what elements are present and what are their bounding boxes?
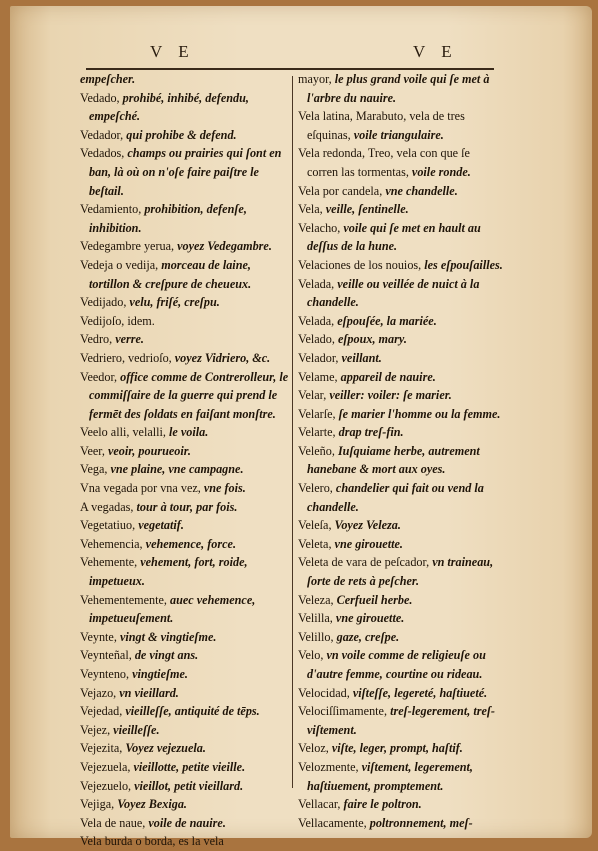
headword: Vedamiento, (80, 202, 145, 217)
gloss: auec vehemence, impetueuſement. (89, 592, 256, 626)
headword: Vedijado, (80, 295, 130, 310)
dictionary-entry (80, 646, 290, 665)
headword: Veelo alli, velalli, (80, 425, 170, 440)
dictionary-entry (298, 256, 503, 275)
headword: Velocidad, (298, 685, 353, 700)
dictionary-entry (298, 553, 503, 590)
dictionary-entry (80, 684, 290, 703)
headword: Velada, (298, 313, 338, 328)
headword: Vehemencia, (80, 536, 146, 551)
gloss: vieilleſſe. (113, 722, 160, 737)
gloss: vne girouette. (335, 611, 405, 626)
gloss: voile triangulaire. (353, 127, 444, 142)
headword: Vehemente, (80, 555, 141, 570)
dictionary-entry (80, 330, 290, 349)
gloss: chandelier qui fait ou vend la chandelle. (307, 481, 484, 514)
headword: Vellacamente, (298, 815, 370, 830)
headword: Vedado, (80, 90, 123, 105)
gloss: vne girouette. (334, 536, 403, 551)
dictionary-entry (80, 89, 290, 126)
headword: Veer, (80, 443, 108, 458)
headword: Vela burda o borda, es la vela (80, 834, 224, 849)
gloss: poltronnement, meſ- (369, 815, 473, 830)
right-column (298, 70, 503, 832)
gloss: eſpouſée, la mariée. (337, 313, 437, 328)
gloss: Voyez Veleza. (334, 518, 401, 533)
dictionary-entry (298, 758, 503, 795)
gloss: vn traineau, ſorte de rets à peſcher. (307, 555, 494, 589)
dictionary-entry (80, 739, 290, 758)
dictionary-entry (298, 200, 503, 219)
headword: Velada, (298, 276, 338, 291)
gloss: vegetatif. (138, 518, 184, 533)
gloss: vingtieſme. (132, 667, 188, 681)
gloss: vn voile comme de religieuſe ou d'autre femme, courtine ou rideau. (307, 648, 486, 681)
headword: Vedeja o vedija, (80, 257, 162, 272)
gloss: prohibition, defenſe, inhibition. (89, 202, 247, 235)
dictionary-entry (298, 423, 503, 442)
headword: Veleño, (298, 443, 338, 458)
gloss: veiller: voiler: ſe marier. (329, 388, 452, 403)
dictionary-entry (298, 330, 503, 349)
dictionary-entry (298, 739, 503, 758)
dictionary-entry (298, 814, 503, 833)
gloss: vne plaine, vne campagne. (110, 462, 244, 477)
dictionary-entry (80, 814, 290, 833)
dictionary-entry (298, 275, 503, 312)
gloss: vieillotte, petite vieille. (133, 759, 246, 774)
gloss: veoir, pourueoir. (107, 443, 191, 458)
headword: Veedor, (80, 369, 121, 384)
gloss: le voila. (169, 425, 209, 440)
headword: Velaciones de los nouios, (298, 257, 425, 272)
headword: Vegetatiuo, (80, 518, 139, 533)
headword: Veleta, (298, 536, 335, 551)
gloss: vne chandelle. (385, 183, 458, 198)
dictionary-entry (80, 312, 290, 331)
dictionary-entry (80, 423, 290, 442)
gloss: veillant. (341, 350, 382, 365)
dictionary-entry (298, 609, 503, 628)
dictionary-entry (80, 442, 290, 461)
headword: Vedijoſo, idem. (80, 313, 155, 328)
dictionary-entry (80, 758, 290, 777)
dictionary-entry (298, 349, 503, 368)
headword: Veleta de vara de peſcador, (298, 555, 433, 570)
headword: Vela latina, Marabuto, vela de tres eſquinas, (298, 109, 465, 142)
gloss: faire le poltron. (343, 797, 422, 812)
dictionary-entry (80, 498, 290, 517)
headword: Velarte, (298, 425, 339, 440)
dictionary-entry (80, 349, 290, 368)
gloss: treſ-legerement, treſ-viſtement. (307, 704, 495, 737)
gloss: Voyez vejezuela. (125, 741, 206, 756)
gloss: veille ou veillée de nuict à la chandelle. (307, 276, 480, 310)
headword: Veynteñal, (80, 648, 135, 663)
column-divider (292, 76, 293, 788)
gloss: tour à tour, par fois. (136, 499, 238, 514)
gloss: vehemence, force. (145, 536, 237, 551)
dictionary-entry (80, 553, 290, 590)
dictionary-entry (298, 442, 503, 479)
headword: Veynte, (80, 629, 120, 644)
headword: Vejedad, (80, 704, 126, 719)
headword: Vejezuelo, (80, 778, 135, 793)
headword: Veleſa, (298, 518, 335, 533)
gloss: viſtement, legerement, haſtiuement, promptement. (307, 759, 473, 793)
dictionary-entry (298, 516, 503, 535)
gloss: viſte, leger, prompt, haſtif. (331, 741, 463, 756)
gloss: le plus grand voile qui ſe met à l'arbre du nauire. (307, 72, 490, 105)
headword: Vellacar, (298, 797, 344, 812)
dictionary-entry (298, 591, 503, 610)
headword: Velame, (298, 369, 341, 384)
gloss: velu, friſé, creſpu. (129, 295, 220, 310)
gloss: Cerfueil herbe. (336, 592, 413, 607)
headword: Vejiga, (80, 797, 118, 812)
gloss: qui prohibe & defend. (126, 127, 237, 142)
headword: Vedegambre yerua, (80, 239, 178, 254)
gloss: empeſcher. (80, 72, 136, 86)
headword: Vela por candela, (298, 183, 386, 198)
dictionary-entry (298, 795, 503, 814)
gloss: voile ronde. (411, 164, 471, 179)
headword: Velar, (298, 388, 330, 403)
dictionary-entry (298, 535, 503, 554)
dictionary-entry (298, 182, 503, 201)
gloss: vieillot, petit vieillard. (134, 778, 244, 793)
gloss: morceau de laine, tortillon & creſpure de cheueux. (89, 257, 252, 291)
dictionary-entry (80, 516, 290, 535)
gloss: vieilleſſe, antiquité de tēps. (125, 704, 260, 719)
dictionary-entry (298, 219, 503, 256)
gloss: voyez Vedegambre. (177, 239, 272, 254)
dictionary-entry (80, 293, 290, 312)
headword: Velillo, (298, 629, 337, 644)
dictionary-entry (298, 702, 503, 739)
dictionary-entry (80, 777, 290, 796)
dictionary-entry (80, 535, 290, 554)
dictionary-entry (298, 144, 503, 181)
dictionary-entry (298, 70, 503, 107)
gloss: Voyez Bexiga. (117, 797, 187, 812)
headword: Vehementemente, (80, 592, 171, 607)
gloss: vne fois. (203, 481, 246, 496)
headword: Vela, (298, 202, 326, 217)
headword: Velozmente, (298, 759, 362, 774)
headword: Velado, (298, 332, 338, 347)
dictionary-entry (80, 70, 290, 89)
headword: Vna vegada por vna vez, (80, 481, 204, 496)
headword: Vejazo, (80, 685, 120, 700)
headword: Vela redonda, Treo, vela con que ſe corren las tormentas, (298, 146, 470, 179)
headword: Velero, (298, 481, 336, 496)
gloss: vingt & vingtieſme. (119, 629, 217, 644)
dictionary-entry (298, 405, 503, 424)
headword: Velador, (298, 350, 342, 365)
headword: Velo, (298, 648, 327, 663)
dictionary-entry (298, 646, 503, 683)
gloss: verre. (115, 332, 144, 347)
dictionary-entry (80, 144, 290, 200)
headword: Velociſſimamente, (298, 704, 391, 719)
headword: Veloz, (298, 741, 332, 756)
dictionary-entry (80, 628, 290, 647)
left-column (80, 70, 290, 851)
gloss: appareil de nauire. (340, 369, 436, 384)
dictionary-entry (80, 721, 290, 740)
gloss: champs ou prairies qui ſont en ban, là où on n'oſe faire paiſtre le beſtail. (89, 146, 282, 198)
dictionary-entry (298, 312, 503, 331)
gloss: drap treſ-fin. (338, 425, 404, 440)
headword: Vejez, (80, 722, 114, 737)
dictionary-entry (80, 200, 290, 237)
dictionary-entry (80, 237, 290, 256)
dictionary-entry (298, 368, 503, 387)
gloss: Iuſquiame herbe, autrement hanebane & mort aux oyes. (307, 443, 480, 477)
gloss: prohibé, inhibé, defendu, empeſché. (89, 90, 249, 124)
book-page (10, 6, 592, 849)
dictionary-entry (80, 368, 290, 424)
gloss: voile qui ſe met en hault au deſſus de la hune. (307, 220, 481, 254)
gloss: vehement, fort, roide, impetueux. (89, 555, 248, 589)
dictionary-entry (298, 107, 503, 144)
dictionary-entry (80, 795, 290, 814)
headword: Vedados, (80, 146, 128, 161)
headword: Vega, (80, 462, 111, 477)
headword: Vejezita, (80, 741, 126, 756)
gloss: veille, ſentinelle. (325, 202, 409, 217)
headword: Velilla, (298, 611, 336, 626)
gloss: viſteſſe, legereté, haſtiueté. (352, 685, 488, 700)
headword: Vedro, (80, 332, 116, 347)
gloss: voyez Vidriero, &c. (174, 350, 271, 365)
running-header-right: V E (413, 42, 458, 61)
headword: Vedador, (80, 127, 127, 142)
headword: Vedriero, vedrioſo, (80, 350, 175, 365)
gloss: gaze, creſpe. (336, 629, 400, 644)
gloss: de vingt ans. (134, 648, 199, 663)
headword: Veynteno, (80, 667, 133, 681)
gloss: les eſpouſailles. (424, 257, 503, 272)
dictionary-entry (298, 386, 503, 405)
headword: Vela de naue, (80, 815, 149, 830)
headword: Vejezuela, (80, 759, 134, 774)
dictionary-entry (80, 665, 290, 684)
dictionary-entry (298, 479, 503, 516)
gloss: eſpoux, mary. (337, 332, 407, 347)
headword: Velarſe, (298, 406, 339, 421)
dictionary-entry (80, 460, 290, 479)
dictionary-entry (80, 256, 290, 293)
dictionary-entry (80, 702, 290, 721)
headword: mayor, (298, 72, 335, 86)
gloss: voile de nauire. (148, 815, 226, 830)
headword: Veleza, (298, 592, 337, 607)
dictionary-entry (80, 591, 290, 628)
dictionary-entry (80, 479, 290, 498)
gloss: office comme de Contrerolleur, le commiſſaire de la guerre qui prend le fermēt des ſoldats en faiſant monſtre. (89, 369, 289, 421)
gloss: ſe marier l'homme ou la femme. (338, 406, 501, 421)
running-header-left: V E (150, 42, 195, 61)
gloss: vn vieillard. (119, 685, 179, 700)
dictionary-entry (298, 628, 503, 647)
headword: A vegadas, (80, 499, 137, 514)
dictionary-entry (298, 684, 503, 703)
headword: Velacho, (298, 220, 344, 235)
dictionary-entry (80, 126, 290, 145)
